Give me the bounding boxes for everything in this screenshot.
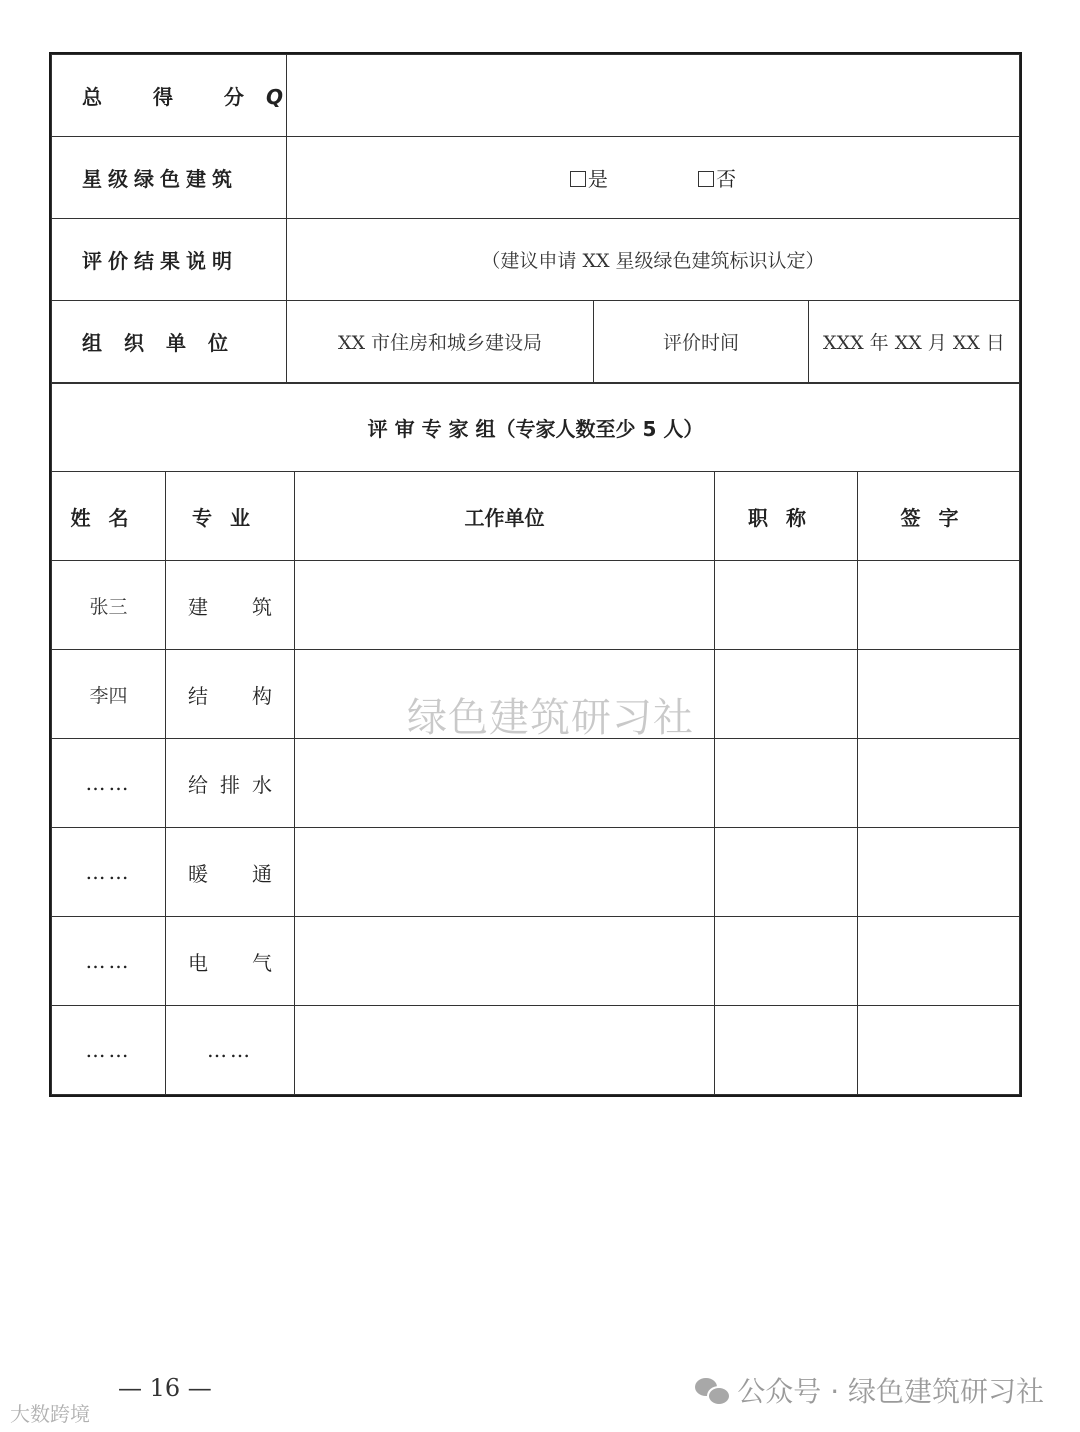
summary-table [51,54,1020,383]
expert-name: …… [52,917,166,1006]
major-char: 筑 [252,594,272,619]
star-options [287,137,1020,219]
expert-unit-cell[interactable] [295,739,715,828]
expert-name: 李四 [52,650,166,739]
header-title: 职称 [715,472,858,561]
yes-checkbox[interactable]: 是 [570,163,608,192]
evaluation-form [49,52,1022,1097]
expert-name: …… [52,739,166,828]
header-major: 专业 [166,472,295,561]
major-char: 建 [188,594,208,619]
star-rating-row [52,137,1020,219]
expert-major [166,828,295,917]
eval-time-label: 评价时间 [594,301,809,383]
org-row [52,301,1020,383]
expert-unit-cell[interactable] [295,1006,715,1095]
total-score-label: 总 得 分Q [52,55,287,137]
expert-sign-cell[interactable] [858,1006,1020,1095]
expert-major [166,917,295,1006]
result-value: （建议申请 XX 星级绿色建筑标识认定） [287,219,1020,301]
expert-group-title: 评 审 专 家 组（专家人数至少 5 人） [52,384,1020,472]
major-char: 暖 [188,861,208,886]
footer-logo: 大数跨境 [10,1402,90,1426]
expert-title-cell[interactable] [715,1006,858,1095]
expert-unit-cell[interactable] [295,561,715,650]
expert-title-cell[interactable] [715,650,858,739]
star-label: 星级绿色建筑 [52,137,287,219]
footer-account [695,1370,1044,1410]
major-char: 构 [252,683,272,708]
org-label: 组织单位 [52,301,287,383]
expert-sign-cell[interactable] [858,917,1020,1006]
major-char: 电 [188,950,208,975]
total-score-row [52,55,1020,137]
expert-sign-cell[interactable] [858,828,1020,917]
expert-row [52,828,1020,917]
expert-sign-cell[interactable] [858,739,1020,828]
major-char: 给 [188,772,208,797]
eval-time-value: XXX 年 XX 月 XX 日 [809,301,1020,383]
expert-major [166,650,295,739]
expert-sign-cell[interactable] [858,650,1020,739]
expert-row [52,561,1020,650]
header-name: 姓名 [52,472,166,561]
total-score-value[interactable] [287,55,1020,137]
major-char: …… [207,1038,253,1062]
wechat-icon [695,1376,729,1404]
expert-sign-cell[interactable] [858,561,1020,650]
expert-name: …… [52,1006,166,1095]
expert-group-title-row [52,384,1020,472]
expert-row [52,917,1020,1006]
major-char: 排 [220,772,240,797]
expert-title-cell[interactable] [715,917,858,1006]
expert-row [52,1006,1020,1095]
no-checkbox[interactable]: 否 [698,163,736,192]
expert-unit-cell[interactable] [295,828,715,917]
header-sign: 签字 [858,472,1020,561]
result-label: 评价结果说明 [52,219,287,301]
score-symbol: Q [265,85,283,109]
expert-name: 张三 [52,561,166,650]
column-header-row [52,472,1020,561]
result-row [52,219,1020,301]
expert-title-cell[interactable] [715,561,858,650]
expert-major [166,1006,295,1095]
org-value: XX 市住房和城乡建设局 [287,301,594,383]
expert-unit-cell[interactable] [295,917,715,1006]
checkbox-icon [570,171,586,187]
major-char: 结 [188,683,208,708]
expert-major [166,739,295,828]
major-char: 通 [252,861,272,886]
expert-title-cell[interactable] [715,828,858,917]
checkbox-icon [698,171,714,187]
major-char: 水 [252,772,272,797]
footer-account-text: 公众号 · 绿色建筑研习社 [737,1375,1044,1408]
expert-major [166,561,295,650]
watermark: 绿色建筑研习社 [407,695,694,741]
expert-row [52,739,1020,828]
page-number: — 16 — [118,1374,212,1402]
expert-name: …… [52,828,166,917]
major-char: 气 [252,950,272,975]
expert-title-cell[interactable] [715,739,858,828]
header-unit: 工作单位 [295,472,715,561]
